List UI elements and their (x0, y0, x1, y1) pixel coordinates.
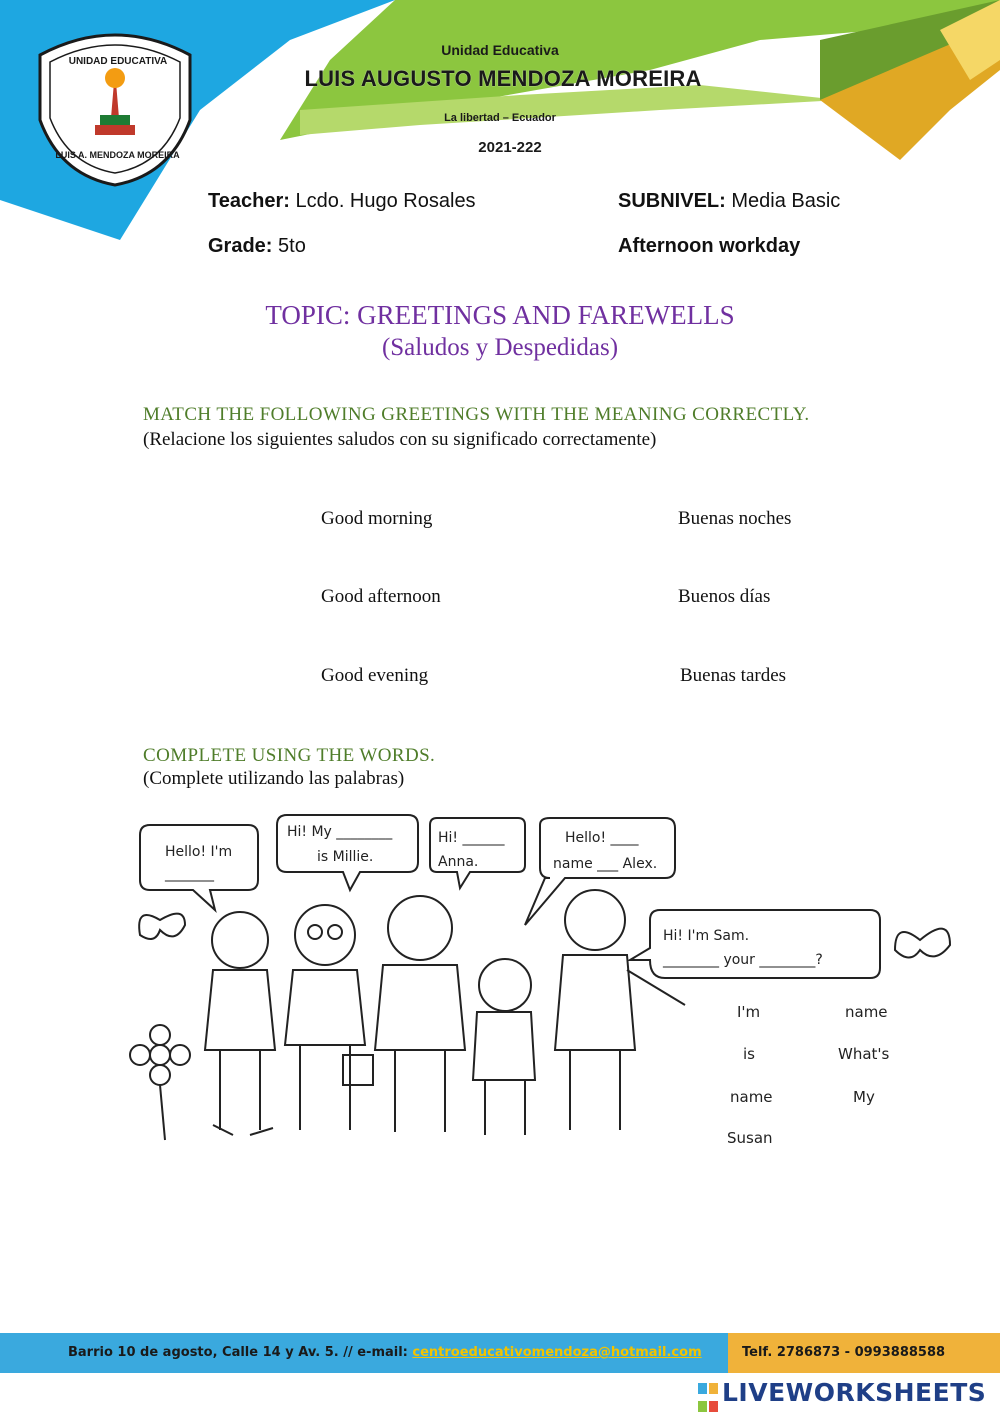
word-bank-item: is (743, 1045, 755, 1063)
butterfly-decoration (139, 914, 185, 939)
bubble-text: ________ your ________? (663, 952, 823, 968)
match-instruction-es: (Relacione los siguientes saludos con su significado correctamente) (143, 429, 657, 450)
bubble-text: is Millie. (317, 849, 374, 865)
bubble-text: Hi! My ________ (287, 824, 393, 840)
footer-phone: Telf. 2786873 - 0993888588 (742, 1345, 946, 1360)
kids-illustration (125, 810, 965, 1170)
school-year: 2021-222 (478, 139, 542, 156)
workday-line (618, 235, 800, 258)
logo-text-bottom: LUIS A. MENDOZA MOREIRA (55, 150, 180, 160)
institution-type: Unidad Educativa (441, 42, 559, 58)
flower-decoration (130, 1025, 190, 1140)
bubble-text: Hello! ____ (565, 830, 639, 846)
school-name: LUIS AUGUSTO MENDOZA MOREIRA (304, 66, 702, 91)
location: La libertad – Ecuador (444, 112, 556, 124)
word-bank-item: name (730, 1088, 773, 1106)
match-right-item[interactable]: Buenas tardes (680, 665, 787, 686)
footer-address (68, 1345, 702, 1360)
complete-instruction: COMPLETE USING THE WORDS. (143, 745, 436, 766)
liveworksheets-brand: LIVEWORKSHEETS (722, 1378, 987, 1407)
word-bank-item: What's (838, 1045, 890, 1063)
topic-title: TOPIC: GREETINGS AND FAREWELLS (265, 300, 735, 330)
word-bank-item: Susan (727, 1129, 773, 1147)
match-right-item[interactable]: Buenos días (678, 586, 771, 607)
match-instruction: MATCH THE FOLLOWING GREETINGS WITH THE MEANING CORRECTLY. (143, 404, 810, 425)
grade-line (208, 235, 306, 258)
grade-value: 5to (278, 235, 306, 257)
match-left-item[interactable]: Good evening (321, 665, 429, 686)
logo-text-top: UNIDAD EDUCATIVA (68, 56, 168, 67)
bubble-text: Anna. (438, 854, 479, 870)
subnivel-label: SUBNIVEL: (618, 190, 726, 212)
butterfly-decoration (895, 929, 950, 958)
word-bank-item: My (853, 1088, 875, 1106)
subnivel-line (618, 190, 840, 213)
complete-instruction-es: (Complete utilizando las palabras) (143, 768, 405, 789)
bubble-text: name ___ Alex. (553, 856, 658, 872)
liveworksheets-logo-icon (698, 1381, 718, 1405)
grade-label: Grade: (208, 235, 273, 257)
bubble-text: Hi! I'm Sam. (663, 928, 750, 944)
speech-bubble (430, 818, 525, 888)
kid-figure (555, 890, 685, 1130)
workday-label: Afternoon workday (618, 235, 801, 257)
word-bank-item: I'm (737, 1003, 761, 1021)
kid-figure (285, 905, 373, 1130)
kid-figure (473, 959, 535, 1135)
match-left-item[interactable]: Good afternoon (321, 586, 441, 607)
email-link[interactable]: centroeducativomendoza@hotmail.com (412, 1345, 702, 1360)
subnivel-value: Media Basic (731, 190, 841, 212)
address-text: Barrio 10 de agosto, Calle 14 y Av. 5. // e-mail: (68, 1345, 413, 1360)
teacher-line (208, 190, 476, 213)
bubble-text: Hi! ______ (438, 830, 505, 846)
word-bank-item: name (845, 1003, 888, 1021)
match-right-item[interactable]: Buenas noches (678, 508, 792, 529)
teacher-value: Lcdo. Hugo Rosales (295, 190, 476, 212)
kid-figure (375, 896, 465, 1132)
bubble-text: _______ (165, 866, 214, 882)
teacher-label: Teacher: (208, 190, 290, 212)
bubble-text: Hello! I'm (165, 844, 233, 860)
kid-figure (205, 912, 275, 1135)
topic-subtitle: (Saludos y Despedidas) (381, 334, 619, 361)
match-left-item[interactable]: Good morning (321, 508, 433, 529)
